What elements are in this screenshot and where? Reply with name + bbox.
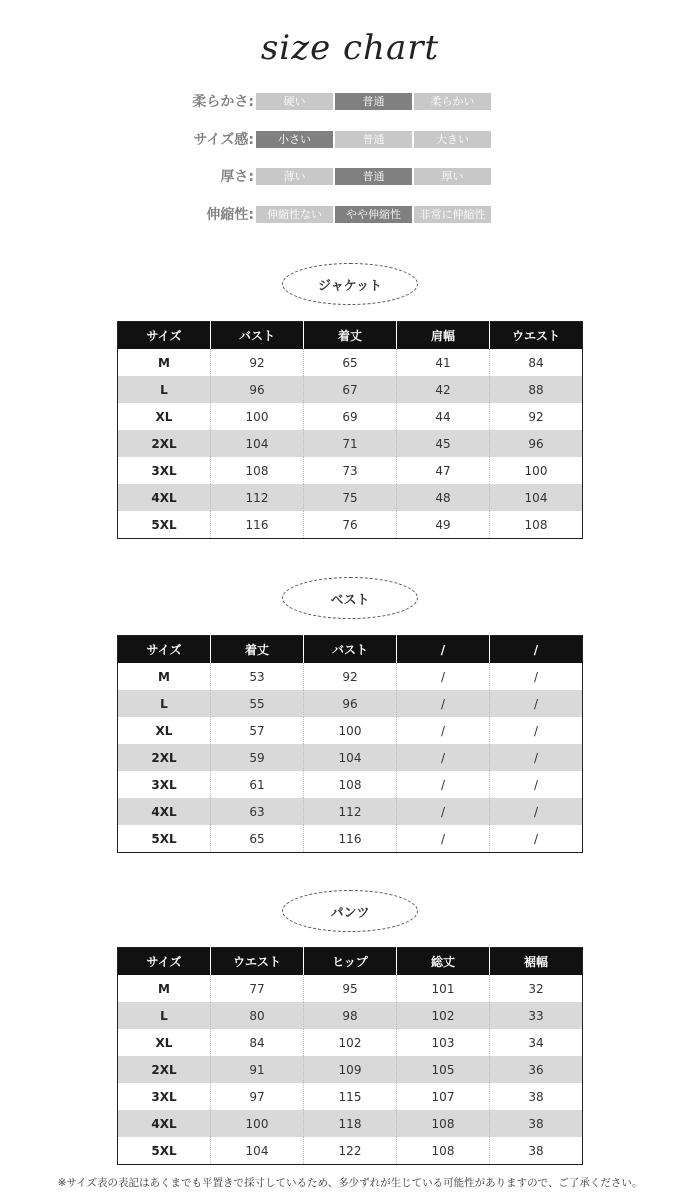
attribute-option: 厚い <box>414 168 491 185</box>
table-cell: 84 <box>528 355 544 370</box>
size-cell: L <box>118 690 211 717</box>
table-cell: 104 <box>211 430 304 457</box>
table-cell: 96 <box>490 430 583 457</box>
table-cell: 108 <box>211 457 304 484</box>
attribute-label: サイズ感: <box>193 132 254 148</box>
table-cell: 112 <box>211 484 304 511</box>
table-cell: 77 <box>211 975 304 1002</box>
table-cell: / <box>397 771 490 798</box>
table-cell: 41 <box>397 349 490 376</box>
table-row <box>118 403 583 430</box>
table-row <box>118 511 583 539</box>
table-cell: / <box>397 798 490 825</box>
table-row <box>118 1029 583 1056</box>
section-title-jacket: ジャケット <box>282 263 418 305</box>
table-cell: 75 <box>304 484 397 511</box>
size-cell: 4XL <box>118 484 211 511</box>
column-header: ウエスト <box>490 322 583 350</box>
table-row <box>118 717 583 744</box>
attribute-option: 普通 <box>335 168 412 185</box>
table-cell: 104 <box>304 744 397 771</box>
table-cell: 92 <box>304 663 397 690</box>
attribute-row-stretch <box>150 205 493 223</box>
table-cell: 100 <box>211 1110 304 1137</box>
table-cell: 98 <box>304 1002 397 1029</box>
table-cell: 103 <box>397 1029 490 1056</box>
table-cell: 88 <box>490 376 583 403</box>
table-row <box>118 349 583 376</box>
attribute-label: 伸縮性: <box>206 207 254 223</box>
table-cell: / <box>490 798 583 825</box>
table-cell: / <box>397 717 490 744</box>
size-cell: XL <box>118 1029 211 1056</box>
column-header: ウエスト <box>211 948 304 976</box>
table-cell: 69 <box>304 403 397 430</box>
size-table-pants <box>117 947 583 1165</box>
table-row <box>118 1083 583 1110</box>
table-row <box>118 798 583 825</box>
table-cell: 115 <box>304 1083 397 1110</box>
table-cell: 38 <box>528 1143 544 1158</box>
table-cell: 118 <box>304 1110 397 1137</box>
column-header: 着丈 <box>304 322 397 350</box>
table-cell: / <box>533 777 539 792</box>
table-cell: 92 <box>211 349 304 376</box>
table-cell: 47 <box>397 457 490 484</box>
size-cell: 2XL <box>118 744 211 771</box>
attribute-option: 小さい <box>256 131 333 148</box>
table-cell: / <box>397 690 490 717</box>
table-cell: / <box>397 825 490 853</box>
table-header-row <box>118 322 583 350</box>
column-header: / <box>397 636 490 664</box>
size-cell: 2XL <box>118 430 211 457</box>
table-cell: / <box>397 744 490 771</box>
table-cell: 96 <box>211 376 304 403</box>
size-cell: 3XL <box>118 771 211 798</box>
table-cell: 122 <box>304 1137 397 1165</box>
table-row <box>118 744 583 771</box>
attribute-option: 普通 <box>335 93 412 110</box>
table-cell: 84 <box>211 1029 304 1056</box>
table-cell: 33 <box>490 1002 583 1029</box>
size-cell: 5XL <box>118 825 211 853</box>
table-cell: 95 <box>304 975 397 1002</box>
table-cell: 108 <box>304 771 397 798</box>
table-cell: 102 <box>304 1029 397 1056</box>
section-title-vest: ベスト <box>282 577 418 619</box>
table-cell: 100 <box>211 403 304 430</box>
table-row <box>118 430 583 457</box>
column-header: サイズ <box>118 636 211 664</box>
attribute-row-softness <box>150 92 493 110</box>
attribute-row-fit <box>150 130 493 148</box>
table-cell: 34 <box>528 1035 544 1050</box>
section-title-pants: パンツ <box>282 890 418 932</box>
table-cell: 65 <box>211 825 304 853</box>
table-cell: 104 <box>490 484 583 511</box>
table-cell: 36 <box>490 1056 583 1083</box>
size-table-jacket <box>117 321 583 539</box>
table-cell: 73 <box>304 457 397 484</box>
attribute-label: 柔らかさ: <box>192 94 254 110</box>
column-header: ヒップ <box>304 948 397 976</box>
table-cell: 48 <box>397 484 490 511</box>
table-cell: 38 <box>490 1110 583 1137</box>
size-cell: 2XL <box>118 1056 211 1083</box>
table-cell: 116 <box>304 825 397 853</box>
table-row <box>118 1056 583 1083</box>
table-cell: 67 <box>304 376 397 403</box>
table-cell: 76 <box>304 511 397 539</box>
column-header: 総丈 <box>397 948 490 976</box>
size-cell: M <box>118 349 211 376</box>
table-cell: 100 <box>304 717 397 744</box>
table-cell: / <box>490 744 583 771</box>
attribute-option: 柔らかい <box>414 93 491 110</box>
table-cell: 105 <box>397 1056 490 1083</box>
attribute-option: やや伸縮性 <box>335 206 412 223</box>
size-table-vest <box>117 635 583 853</box>
table-header-row <box>118 948 583 976</box>
table-cell: / <box>533 669 539 684</box>
size-cell: L <box>118 376 211 403</box>
attribute-option: 非常に伸縮性 <box>414 206 491 223</box>
size-cell: L <box>118 1002 211 1029</box>
footnote: ※サイズ表の表記はあくまでも平置きで採寸しているため、多少ずれが生じている可能性がありますので、ご了承ください。 <box>57 1177 643 1189</box>
table-cell: 80 <box>211 1002 304 1029</box>
table-cell: 44 <box>397 403 490 430</box>
attribute-row-thickness <box>150 167 493 185</box>
table-cell: 104 <box>211 1137 304 1165</box>
table-cell: 61 <box>211 771 304 798</box>
table-cell: / <box>533 831 539 846</box>
table-cell: 102 <box>397 1002 490 1029</box>
size-cell: 4XL <box>118 798 211 825</box>
table-row <box>118 376 583 403</box>
size-cell: 3XL <box>118 1083 211 1110</box>
attribute-option: 伸縮性ない <box>256 206 333 223</box>
table-cell: 116 <box>211 511 304 539</box>
table-cell: 45 <box>397 430 490 457</box>
table-row <box>118 1110 583 1137</box>
table-cell: 109 <box>304 1056 397 1083</box>
column-header: バスト <box>304 636 397 664</box>
table-cell: 63 <box>211 798 304 825</box>
size-cell: 4XL <box>118 1110 211 1137</box>
attribute-option: 薄い <box>256 168 333 185</box>
table-cell: 96 <box>304 690 397 717</box>
table-cell: 71 <box>304 430 397 457</box>
size-cell: 5XL <box>118 511 211 539</box>
table-cell: 32 <box>528 981 544 996</box>
size-cell: 3XL <box>118 457 211 484</box>
table-cell: / <box>397 663 490 690</box>
table-cell: 108 <box>397 1110 490 1137</box>
table-header-row <box>118 636 583 664</box>
table-cell: 101 <box>397 975 490 1002</box>
table-row <box>118 975 583 1002</box>
table-cell: 92 <box>528 409 544 424</box>
table-cell: / <box>533 723 539 738</box>
table-cell: 59 <box>211 744 304 771</box>
column-header: / <box>490 636 583 664</box>
table-row <box>118 690 583 717</box>
table-cell: 108 <box>397 1137 490 1165</box>
table-row <box>118 771 583 798</box>
table-cell: 107 <box>397 1083 490 1110</box>
size-cell: 5XL <box>118 1137 211 1165</box>
table-cell: 108 <box>524 517 548 532</box>
table-cell: 55 <box>211 690 304 717</box>
table-cell: 49 <box>397 511 490 539</box>
table-cell: 57 <box>211 717 304 744</box>
attribute-label: 厚さ: <box>220 169 254 185</box>
table-cell: 97 <box>211 1083 304 1110</box>
attribute-option: 硬い <box>256 93 333 110</box>
column-header: バスト <box>211 322 304 350</box>
attribute-option: 普通 <box>335 131 412 148</box>
table-row <box>118 825 583 853</box>
table-cell: / <box>490 690 583 717</box>
size-cell: M <box>118 975 211 1002</box>
table-cell: 53 <box>211 663 304 690</box>
size-cell: XL <box>118 403 211 430</box>
table-cell: 91 <box>211 1056 304 1083</box>
size-cell: XL <box>118 717 211 744</box>
table-cell: 100 <box>524 463 548 478</box>
column-header: サイズ <box>118 322 211 350</box>
table-row <box>118 663 583 690</box>
table-cell: 38 <box>528 1089 544 1104</box>
column-header: 裾幅 <box>490 948 583 976</box>
table-cell: 65 <box>304 349 397 376</box>
table-row <box>118 1002 583 1029</box>
column-header: 着丈 <box>211 636 304 664</box>
column-header: サイズ <box>118 948 211 976</box>
page-title: size chart <box>260 28 440 68</box>
column-header: 肩幅 <box>397 322 490 350</box>
size-cell: M <box>118 663 211 690</box>
table-row <box>118 484 583 511</box>
table-cell: 112 <box>304 798 397 825</box>
attribute-option: 大きい <box>414 131 491 148</box>
table-row <box>118 1137 583 1165</box>
table-cell: 42 <box>397 376 490 403</box>
table-row <box>118 457 583 484</box>
